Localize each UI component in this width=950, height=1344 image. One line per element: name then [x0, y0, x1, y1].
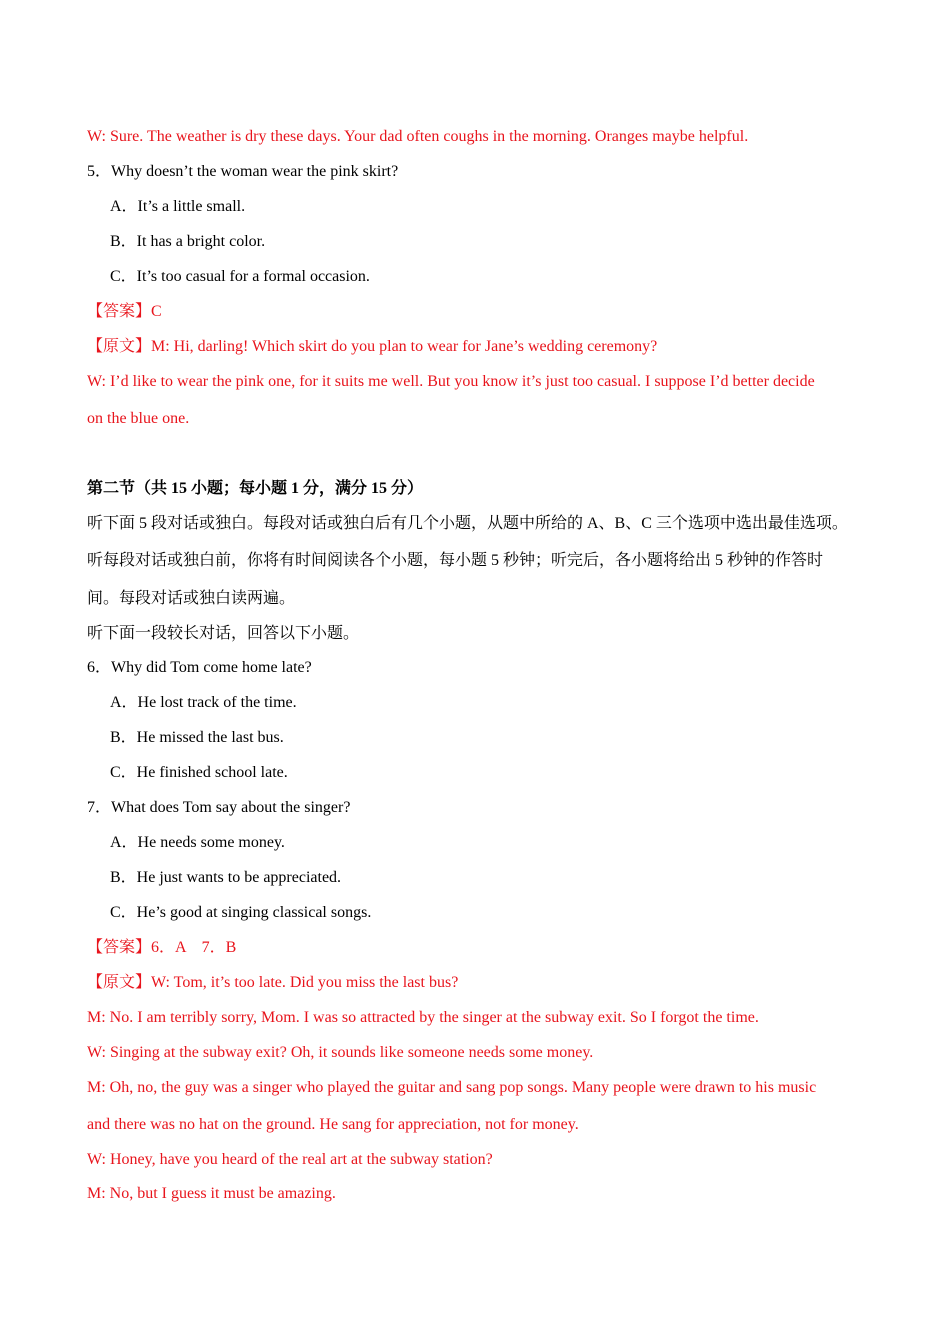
question-6-option-a: A．He lost track of the time.	[110, 694, 297, 711]
instructions-line: 听下面 5 段对话或独白。每段对话或独白后有几个小题，从题中所给的 A、B、C 三个选项中选出最佳选项。	[87, 515, 848, 532]
section-heading: 第二节（共 15 小题；每小题 1 分，满分 15 分）	[87, 480, 424, 497]
instructions-line: 听下面一段较长对话，回答以下小题。	[87, 625, 360, 642]
answer-line: 【答案】C	[87, 303, 162, 320]
transcript-line: and there was no hat on the ground. He sang for appreciation, not for money.	[87, 1116, 579, 1133]
answer-line: 【答案】6．A 7．B	[87, 939, 237, 956]
transcript-line: W: Singing at the subway exit? Oh, it sounds like someone needs some money.	[87, 1044, 594, 1061]
transcript-line: M: No, but I guess it must be amazing.	[87, 1185, 336, 1202]
transcript-line: W: Sure. The weather is dry these days. Your dad often coughs in the morning. Oranges maybe helpful.	[87, 128, 749, 145]
question-6-option-c: C．He finished school late.	[110, 764, 288, 781]
transcript-line: M: Oh, no, the guy was a singer who played the guitar and sang pop songs. Many people were drawn to his music	[87, 1079, 817, 1096]
question-7-option-b: B．He just wants to be appreciated.	[110, 869, 342, 886]
question-7: 7．What does Tom say about the singer?	[87, 799, 351, 816]
question-7-option-c: C．He’s good at singing classical songs.	[110, 904, 372, 921]
instructions-line: 间。每段对话或独白读两遍。	[87, 590, 296, 607]
question-5-option-c: C．It’s too casual for a formal occasion.	[110, 268, 370, 285]
question-6: 6．Why did Tom come home late?	[87, 659, 312, 676]
transcript-line: M: No. I am terribly sorry, Mom. I was so attracted by the singer at the subway exit. So I forgot the time.	[87, 1009, 759, 1026]
question-7-option-a: A．He needs some money.	[110, 834, 285, 851]
transcript-line: 【原文】W: Tom, it’s too late. Did you miss the last bus?	[87, 974, 459, 991]
transcript-line: W: I’d like to wear the pink one, for it suits me well. But you know it’s just too casual. I suppose I’d better decide	[87, 373, 815, 390]
question-5-option-a: A．It’s a little small.	[110, 198, 246, 215]
transcript-line: 【原文】M: Hi, darling! Which skirt do you plan to wear for Jane’s wedding ceremony?	[87, 338, 658, 355]
transcript-line: W: Honey, have you heard of the real art at the subway station?	[87, 1151, 493, 1168]
transcript-line: on the blue one.	[87, 410, 190, 427]
question-6-option-b: B．He missed the last bus.	[110, 729, 284, 746]
instructions-line: 听每段对话或独白前，你将有时间阅读各个小题，每小题 5 秒钟；听完后，各小题将给出 5 秒钟的作答时	[87, 552, 824, 569]
question-5: 5．Why doesn’t the woman wear the pink skirt?	[87, 163, 399, 180]
question-5-option-b: B．It has a bright color.	[110, 233, 266, 250]
